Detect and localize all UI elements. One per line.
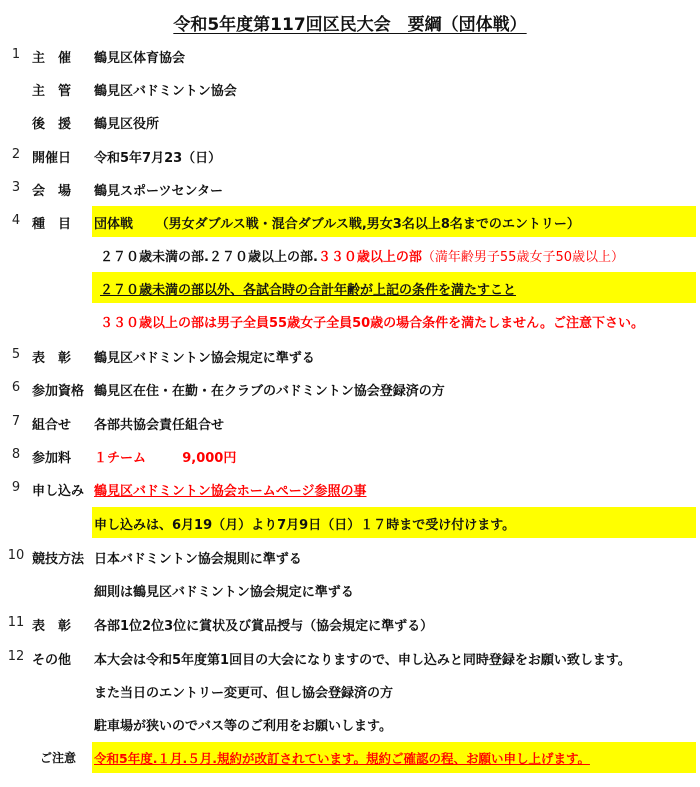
item-number: 11: [7, 615, 25, 630]
row-event-divisions: [0, 238, 700, 271]
item-content: また当日のエントリー変更可、但し協会登録済の方: [94, 686, 394, 701]
item-content: ２７０歳未満の部以外、各試合時の合計年齢が上記の条件を満たすこと: [100, 283, 517, 298]
item-label: 表 彰: [32, 619, 72, 634]
item-number: 1: [11, 47, 21, 62]
row-event-caution: [0, 304, 700, 337]
notice-text: 令和5年度.１月.５月.規約が改訂されています。規約ご確認の程、お願い申し上げます。: [94, 751, 590, 766]
item-content: ３３０歳以上の部は男子全員55歳女子全員50歳の場合条件を満たしません。ご注意下さい。: [100, 316, 644, 331]
page-title: 令和5年度第117回区民大会 要綱（団体戦）: [173, 15, 527, 35]
item-number: 2: [11, 147, 21, 162]
item-label: 会 場: [32, 184, 72, 199]
item-label: 種 目: [32, 217, 72, 232]
division-red: ３３０歳以上の部: [317, 250, 422, 265]
row-sponsor: [0, 39, 700, 72]
event-type: 団体戦: [94, 217, 134, 232]
row-prizes: [0, 607, 700, 640]
item-label: 主 催: [32, 51, 72, 66]
item-content: [100, 246, 624, 265]
division-age-note: （満年齢男子55歳女子50歳以上）: [421, 250, 624, 265]
row-fee: [0, 439, 700, 472]
row-rules: [0, 540, 700, 573]
item-content: 駐車場が狭いのでバス等のご利用をお願いします。: [94, 719, 392, 734]
item-content: 各部共協会責任組合せ: [94, 418, 225, 433]
item-content: 令和5年7月23（日）: [94, 151, 222, 166]
row-eligibility: [0, 372, 700, 405]
item-content: 鶴見スポーツセンター: [94, 184, 223, 199]
item-content: 申し込みは、6月19（月）より7月9日（日）１７時まで受け付けます。: [94, 518, 516, 533]
item-content: 細則は鶴見区バドミントン協会規定に準ずる: [94, 585, 354, 600]
item-content: 鶴見区在住・在勤・在クラブのバドミントン協会登録済の方: [94, 384, 445, 399]
item-label: 競技方法: [32, 552, 85, 567]
item-content: 鶴見区バドミントン協会規定に準ずる: [94, 351, 315, 366]
item-content: [94, 447, 236, 466]
row-pairing: [0, 406, 700, 439]
item-number: 12: [7, 649, 25, 664]
row-organizer: [0, 72, 700, 105]
item-number: 9: [11, 480, 21, 495]
item-number: 5: [11, 347, 21, 362]
row-other-parking: [0, 707, 700, 740]
item-label: その他: [32, 653, 72, 668]
row-rules-detail: [0, 573, 700, 606]
item-label: 参加資格: [32, 384, 85, 399]
item-number: 10: [7, 548, 25, 563]
row-other: [0, 641, 700, 674]
item-content: [94, 213, 580, 232]
item-content: 鶴見区バドミントン協会: [94, 84, 237, 99]
item-label: 組合せ: [32, 418, 72, 433]
row-date: [0, 139, 700, 172]
row-support: [0, 105, 700, 138]
row-notice: [0, 741, 700, 774]
item-content: 鶴見区役所: [94, 117, 160, 132]
notice-label: ご注意: [40, 751, 77, 765]
item-content: 本大会は令和5年度第1回目の大会になりますので、申し込みと同時登録をお願い致します。: [94, 653, 631, 668]
item-content: 鶴見区体育協会: [94, 51, 186, 66]
row-award: [0, 339, 700, 372]
row-application-period: [0, 506, 700, 539]
item-content: 各部1位2位3位に賞状及び賞品授与（協会規定に準ずる）: [94, 619, 434, 634]
item-label: 後 援: [32, 117, 72, 132]
application-link[interactable]: 鶴見区バドミントン協会ホームページ参照の事: [94, 484, 367, 499]
row-event: [0, 205, 700, 238]
row-event-condition: [0, 271, 700, 304]
fee-unit: １チーム: [94, 451, 147, 466]
item-label: 開催日: [32, 151, 72, 166]
row-venue: [0, 172, 700, 205]
item-number: 4: [11, 213, 21, 228]
item-number: 6: [11, 380, 21, 395]
item-label: 参加料: [32, 451, 72, 466]
item-label: 表 彰: [32, 351, 72, 366]
item-label: 主 管: [32, 84, 72, 99]
item-number: 7: [11, 414, 21, 429]
item-number: 8: [11, 447, 21, 462]
row-application: [0, 472, 700, 505]
division-text: ２７０歳未満の部.２７０歳以上の部.: [100, 250, 318, 265]
item-content: 日本バドミントン協会規則に準ずる: [94, 552, 302, 567]
item-label: 申し込み: [32, 484, 85, 499]
event-detail: （男女ダブルス戦・混合ダブルス戦,男女3名以上8名までのエントリー）: [155, 217, 580, 232]
fee-amount: 9,000円: [182, 451, 237, 466]
item-number: 3: [11, 180, 21, 195]
row-other-entry: [0, 674, 700, 707]
